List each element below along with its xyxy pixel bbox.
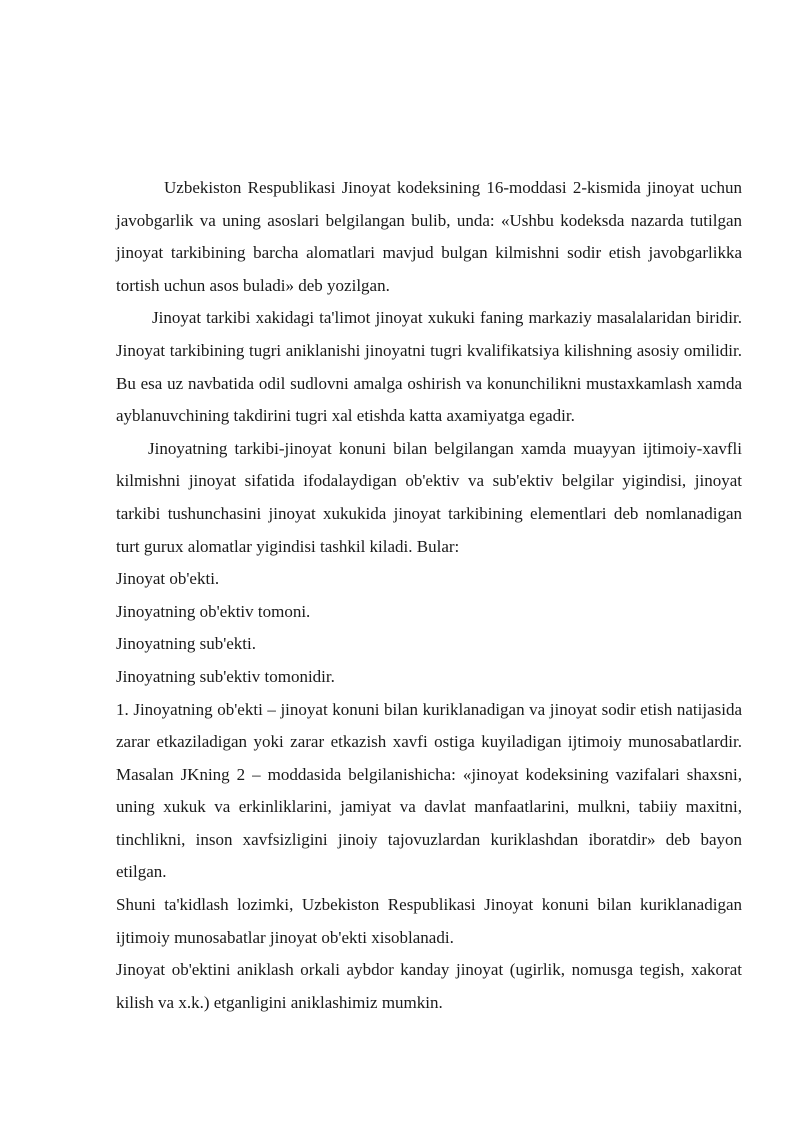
- paragraph-object-definition: 1. Jinoyatning ob'ekti – jinoyat konuni bilan kuriklanadigan va jinoyat sodir etish natijasida zarar etkaziladigan yoki zarar etkazish xavfi ostiga kuyiladigan ijtimoiy munosabatlardir. Masalan JKning 2 – moddasida belgilanishicha: «jinoyat kodeksining vazifalari shaxsni, uning xukuk va erkinliklarini, jamiyat va davlat manfaatlarini, mulkni, tabiiy maxitni, tinchlikni, inson xavfsizligini jinoiy tajovuzlardan kuriklashdan iboratdir» deb bayon etilgan.: [116, 699, 742, 882]
- list-item: Jinoyatning sub'ektiv tomonidir.: [116, 666, 335, 686]
- paragraph-definition: Jinoyatning tarkibi-jinoyat konuni bilan belgilangan xamda muayyan ijtimoiy-xavfli kilmishni jinoyat sifatida ifodalaydigan ob'ektiv va sub'ektiv belgilar yigindisi, jinoyat tarkibi tushunchasini jinoyat xukukida jinoyat tarkibining elementlari deb nomlanadigan turt gurux alomatlar yigindisi tashkil kiladi. Bular:: [116, 438, 742, 556]
- list-item: Jinoyatning sub'ekti.: [116, 634, 257, 654]
- paragraph-note: Shuni ta'kidlash lozimki, Uzbekiston Respublikasi Jinoyat konuni bilan kuriklanadigan ijtimoiy munosabatlar jinoyat ob'ekti xisoblanadi.: [116, 895, 742, 947]
- paragraph-doctrine: Jinoyat tarkibi xakidagi ta'limot jinoyat xukuki faning markaziy masalalaridan biridir. Jinoyat tarkibining tugri aniklanishi jinoyatni tugri kvalifikatsiya kilishning asosiy omilidir. Bu esa uz navbatida odil sudlovni amalga oshirish va konunchilikni mustaxkamlash xamda ayblanuvchining takdirini tugri xal etishda katta axamiyatga egadir.: [116, 308, 742, 426]
- list-item: Jinoyat ob'ekti.: [116, 569, 220, 589]
- paragraph-conclusion: Jinoyat ob'ektini aniklash orkali aybdor kanday jinoyat (ugirlik, nomusga tegish, xakorat kilish va x.k.) etganligini aniklashimiz mumkin.: [116, 960, 742, 1012]
- paragraph-article-16: Uzbekiston Respublikasi Jinoyat kodeksining 16-moddasi 2-kismida jinoyat uchun javobgarlik va uning asoslari belgilangan bulib, unda: «Ushbu kodeksda nazarda tutilgan jinoyat tarkibining barcha alomatlari mavjud bulgan kilmishni sodir etish javobgarlikka tortish uchun asos buladi» deb yozilgan.: [116, 178, 742, 295]
- document-page: [116, 172, 742, 1019]
- list-item: Jinoyatning ob'ektiv tomoni.: [116, 601, 311, 621]
